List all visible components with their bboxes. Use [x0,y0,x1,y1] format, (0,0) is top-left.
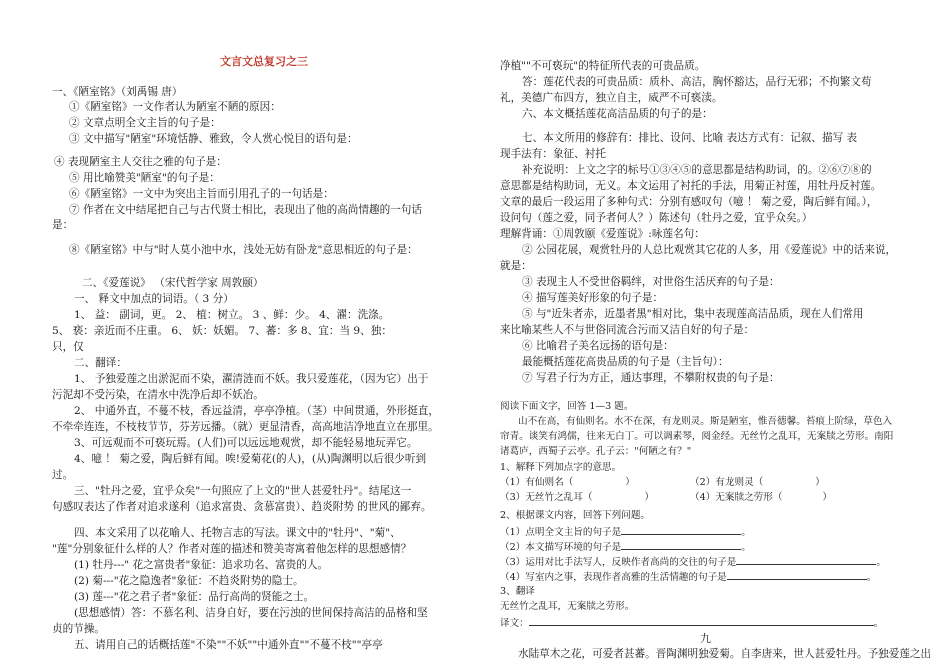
r-q7: ⑥ 比喻君子美名远扬的语句是： [522,340,674,352]
reading-intro: 阅读下面文字，回答 1—3 题。 [500,401,634,412]
s1-item: ①《陋室铭》一文作者认为陋室不陋的原因： [69,101,281,113]
r-q7: ③ 表现主人不受世俗羁绊，对世俗生活厌弃的句子是： [522,276,780,288]
r-q7: 七、本文所用的修辞有：排比、设问、比喻 表达方式有：记叙、描写 表 [522,132,858,144]
r-q7: 理解背诵：①周敦颐《爱莲说》:咏莲名句： [500,228,705,240]
s2-definitions: 只，仅 [52,341,84,353]
s2-translation: 3、可远观而不可亵玩焉。(人们)可以远远地观赏，却不能轻易地玩弄它。 [74,437,418,449]
r-text: 礼，美德广布四方，独立自主，威严不可亵渎。 [500,92,723,104]
s1-item: ④ 表现陋室主人交往之雅的句子是： [54,156,227,168]
section2-header: 二、《爱莲说》 （宋代哲学家 周敦颐） [82,277,264,289]
q1-item: （2）有龙则灵（ ） [690,477,825,488]
answer-blank[interactable] [736,554,876,565]
r-text: 答：莲花代表的可贵品质：质朴、高洁，胸怀豁达，品行无邪；不拘繁文苟 [522,76,872,88]
s2-translation: 1、 予独爱莲之出淤泥而不染，濯清涟而不妖。我只爱莲花，（因为它）出于 [74,373,429,385]
s2-q3: 句感叹表达了作者对追求遂利（追求富贵、贪慕富贵）、趋炎附势 的世风的鄙弃。 [52,501,432,513]
s2-translation: 4、噫 ！ 菊之爱，陶后鲜有闻。唉!爱菊花(的人)，(从)陶渊明以后很少听到 [74,453,427,465]
s2-q4: 四、本文采用了以花喻人、托物言志的写法。课文中的"牡丹"、"菊"、 [74,527,401,539]
s1-item: ⑥《陋室铭》一文中为突出主旨而引用孔子的一句话是： [69,188,334,200]
r-q7: 设问句（莲之爱，同予者何人？）陈述句（牡丹之爱，宜乎众矣。） [500,212,813,224]
q3-header: 3、翻译 [500,586,535,597]
r-q7: ⑦ 写君子行为方正，通达事理，不攀附权贵的句子是： [522,372,780,384]
r-q7: 现手法有：象征、衬托 [500,148,606,160]
s2-q4: (3) 莲---"花之君子者"象征：品行高尚的贤能之士。 [74,591,315,603]
r-q7: 文章的最后一段运用了多种句式：分别有感叹句（噫 ！ 菊之爱，陶后鲜有闻。）， [500,196,878,208]
r-q7: ⑤ 与"近朱者赤，近墨者黑"相对比，集中表现莲高洁品质，现在人们常用 [522,308,864,320]
answer-blank[interactable] [621,539,741,550]
s2-translation: 2、 中通外直，不蔓不枝，香远益清，亭亭净植。（茎）中间贯通，外形挺直， [74,405,439,417]
q3-sentence: 无丝竹之乱耳，无案牍之劳形。 [500,601,635,612]
q2-item: （3）运用对比手法写人，反映作者高尚的交往的句子是 。 [500,554,886,569]
q2-item: （4）写室内之事，表现作者高雅的生活情趣的句子是 。 [500,569,876,584]
s1-item: ⑦ 作者在文中结尾把自己与古代贤士相比，表现出了他的高尚情趣的一句话 [69,204,422,216]
s2-question: 一、 释文中加点的词语。（ 3 分） [74,293,234,305]
r-bottom-text: 水陆草木之花，可爱者甚蕃。晋陶渊明独爱菊。自李唐来，世人甚爱牡丹。予独爱莲之出 [518,648,932,660]
s1-item: ③ 文中描写"陋室"环境恬静、雅致，令人赏心悦目的语句是： [69,133,358,145]
q3-answer: 译文： 。 [500,615,883,630]
s1-item: ② 文章点明全文主旨的句子是： [69,117,221,129]
s2-translation-header: 二、翻译： [74,357,127,369]
s1-item: 是： [52,219,74,231]
q2-item: （2）本文描写环境的句子是 。 [500,539,751,554]
s1-item: ⑧《陋室铭》中与"时人莫小池中水，浅处无妨有卧龙"意思相近的句子是： [69,244,418,256]
s2-q4: (2) 菊---"花之隐逸者"象征：不趋炎附势的隐士。 [74,575,304,587]
s2-q4: 贞的节操。 [52,623,105,635]
reading-passage: 诸葛庐，西蜀子云亭。孔子云："何陋之有？" [500,446,692,457]
r-text: 六、本文概括莲花高洁品质的句子的是： [522,108,713,120]
r-q7: 就是： [500,260,532,272]
q1-item: （1）有仙则名（ ） [500,477,635,488]
s2-translation: 污泥却不受污染，在清水中洗净后却不妖冶。 [52,389,264,401]
s2-q4: (1) 牡丹---" 花之富贵者"象征：追求功名、富贵的人。 [74,559,329,571]
q1-item: （4）无案牍之劳形（ ） [690,492,833,503]
reading-passage: 帘青。谈笑有鸿儒，往来无白丁。可以调素琴，阅金经。无丝竹之乱耳，无案牍之劳形。南阳 [500,431,894,442]
r-q7: 来比喻某些人不与世俗同流合污而又洁自好的句子是： [500,324,755,336]
answer-blank[interactable] [621,524,741,535]
s2-translation: 不牵牵连连，不枝枝节节，芬芳远播。（就）更显清香，高高地洁净地直立在那里。 [52,421,439,433]
page-number: 九 [700,632,711,645]
s2-definitions: 5、 亵：亲近而不庄重。 6、 妖：妖媚。 7、蕃：多 8、宜：当 9、独： [52,325,392,337]
s2-q5: 五、请用自己的话概括莲"不染""不妖""中通外直""不蔓不枝""亭亭 [74,639,383,651]
s2-q4: (思想感情）答：不慕名利、洁身自好，要在污浊的世间保持高洁的品格和坚 [74,607,428,619]
r-q7: 补充说明：上文之字的标号①③④⑤的意思都是结构助词，的。②⑥⑦⑧的 [522,164,872,176]
r-q7: ② 公园花展，观赏牡丹的人总比观赏其它花的人多，用《爱莲说》中的话来说， [522,244,897,256]
s2-q4: "莲"分别象征什么样的人？作者对莲的描述和赞美寄寓着他怎样的思想感情？ [52,543,412,555]
document-title: 文言文总复习之三 [220,55,308,68]
q1-header: 1、解释下列加点字的意思。 [500,462,622,473]
s2-q3: 三、"牡丹之爱，宜乎众矣"一句照应了上文的"世人甚爱牡丹"。结尾这一 [74,485,412,497]
s2-definitions: 1、 益： 副词，更。 2、 植：树立。 3 、鲜：少。 4、濯：洗涤。 [74,309,390,321]
section1-header: 一、《陋室铭》（刘禹锡 唐） [52,86,183,98]
reading-passage: 山不在高，有仙则名。水不在深，有龙则灵。斯是陋室，惟吾德馨。苔痕上阶绿，草色入 [518,416,893,427]
q1-item: （3）无丝竹之乱耳（ ） [500,492,655,503]
s2-translation: 过。 [52,469,74,481]
q2-header: 2、根据课文内容，回答下列问题。 [500,510,651,521]
r-text: 净植""不可亵玩"的特征所代表的可贵品质。 [500,60,706,72]
s1-item: ⑤ 用比喻赞美"陋室"的句子是： [69,172,220,184]
r-q7: 最能概括莲花高贵品质的句子是（主旨句）： [522,356,729,368]
r-q7: ④ 描写莲美好形象的句子是： [522,292,664,304]
r-q7: 意思都是结构助词，无义。本文运用了衬托的手法，用菊正衬莲，用牡丹反衬莲。 [500,180,882,192]
translation-blank[interactable] [529,615,874,626]
q2-item: （1）点明全文主旨的句子是 。 [500,524,751,539]
answer-blank[interactable] [727,569,867,580]
